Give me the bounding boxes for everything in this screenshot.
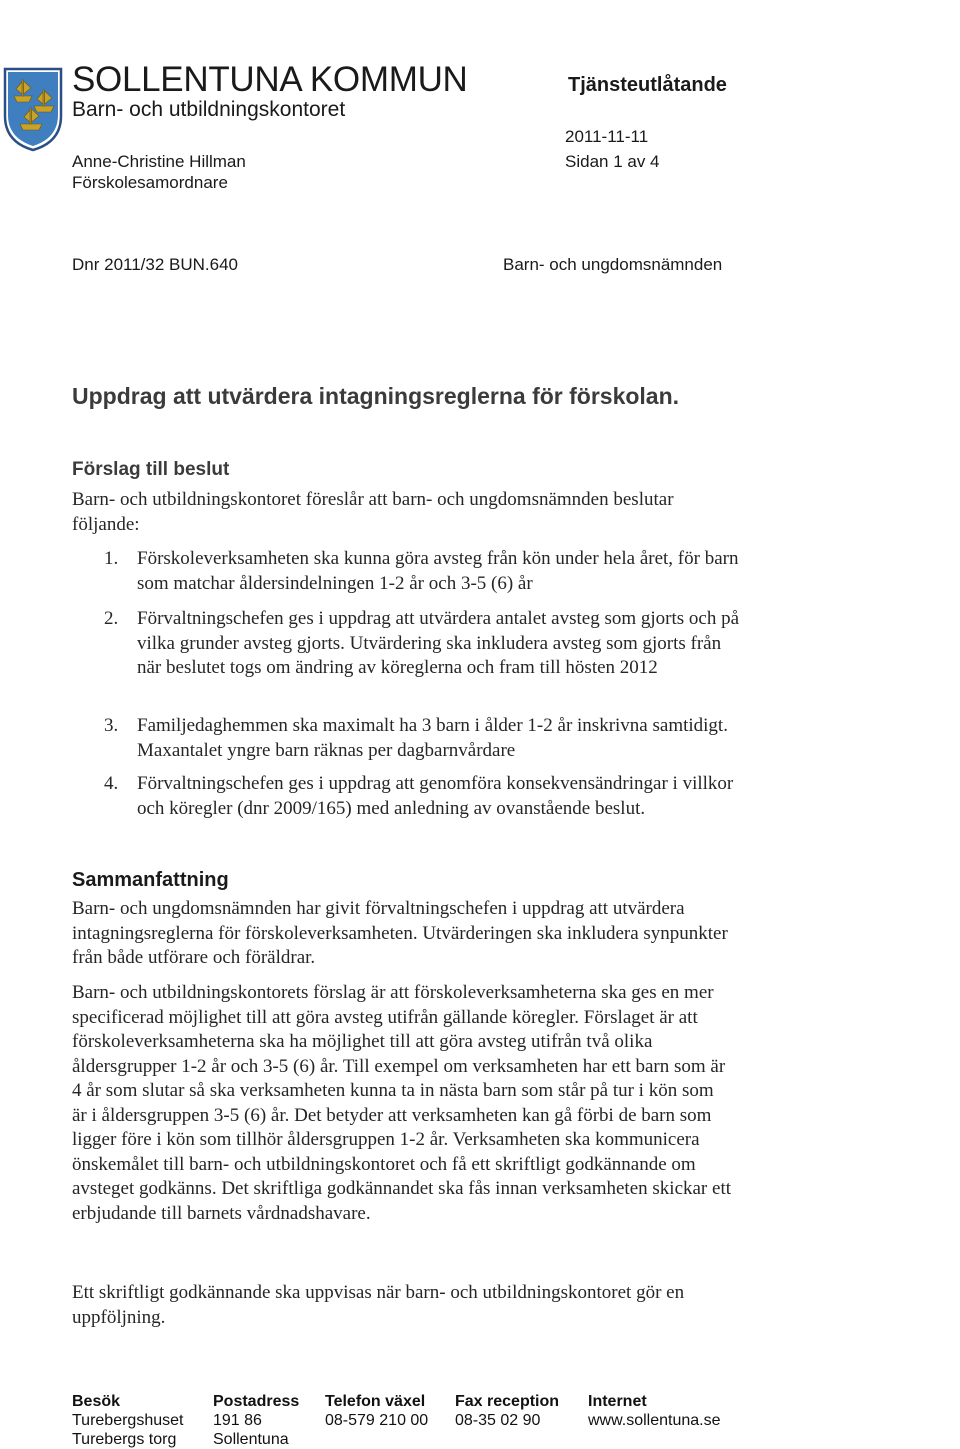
- document-type: Tjänsteutlåtande: [568, 74, 727, 96]
- footer-fax: [455, 1392, 559, 1430]
- footer-visit: [72, 1392, 183, 1449]
- footer-line: Sollentuna: [213, 1431, 289, 1448]
- footer-heading: Fax reception: [455, 1393, 560, 1410]
- footer-line: 191 86: [213, 1412, 262, 1429]
- item-number: 3.: [104, 715, 119, 736]
- footer-phone: [325, 1392, 428, 1430]
- footer-line: 08-579 210 00: [325, 1412, 429, 1429]
- footer-internet: [588, 1392, 721, 1430]
- recipient: Barn- och ungdomsnämnden: [503, 255, 723, 274]
- proposal-intro: Barn- och utbildningskontoret föreslår att barn- och ungdomsnämnden beslutar följande:: [72, 489, 674, 535]
- proposal-item: [104, 772, 744, 821]
- municipal-crest-logo: [2, 66, 64, 152]
- item-text: Förskoleverksamheten ska kunna göra avsteg från kön under hela året, för barn som matchar åldersindelningen 1-2 år och 3-5 (6) år: [137, 548, 739, 594]
- page-number: Sidan 1 av 4: [565, 152, 660, 171]
- footer-heading: Internet: [588, 1393, 647, 1410]
- item-number: 2.: [104, 608, 119, 629]
- proposal-item: [104, 607, 744, 681]
- document-date: 2011-11-11: [565, 127, 649, 146]
- proposal-item: [104, 547, 744, 596]
- footer-heading: Besök: [72, 1393, 121, 1410]
- item-number: 1.: [104, 548, 119, 569]
- proposal-item: [104, 714, 744, 763]
- item-text: Förvaltningschefen ges i uppdrag att genomföra konsekvensändringar i villkor och köregler (dnr 2009/165) med anledning av ovanstående beslut.: [137, 773, 734, 819]
- footer-website-link[interactable]: www.sollentuna.se: [588, 1412, 721, 1429]
- item-number: 4.: [104, 773, 119, 794]
- document-title: Uppdrag att utvärdera intagningsreglerna för förskolan.: [72, 383, 680, 409]
- proposal-heading: Förslag till beslut: [72, 459, 230, 480]
- author-name: Anne-Christine Hillman: [72, 152, 246, 171]
- footer-heading: Telefon växel: [325, 1393, 426, 1410]
- footer-line: Turebergs torg: [72, 1431, 177, 1448]
- author-role: Förskolesamordnare: [72, 173, 228, 192]
- item-text: Förvaltningschefen ges i uppdrag att utvärdera antalet avsteg som gjorts och på vilka grunder avsteg gjorts. Utvärdering ska inkludera avsteg som gjorts från när beslutet togs om ändring av köreglerna och fram till hösten 2012: [137, 608, 740, 678]
- department-name: Barn- och utbildningskontoret: [72, 98, 346, 121]
- summary-heading: Sammanfattning: [72, 869, 229, 891]
- footer-heading: Postadress: [213, 1393, 300, 1410]
- organization-name: SOLLENTUNA KOMMUN: [72, 60, 468, 99]
- summary-paragraph: Barn- och ungdomsnämnden har givit förvaltningschefen i uppdrag att utvärdera intagningsreglerna för förskoleverksamheten. Utvärderingen ska inkludera synpunkter från både utförare och föräldrar.: [72, 898, 728, 968]
- summary-paragraph: Barn- och utbildningskontorets förslag är att förskoleverksamheterna ska ges en mer specificerad möjlighet till att göra avsteg utifrån gällande köregler. Förslaget är att förskoleverksamheterna ska ha möjlighet till att göra avsteg utifrån två olika åldersgrupper 1-2 år och 3-5 (6) år. Till exempel om verksamheten har ett barn som är 4 år som slutar så ska verksamheten kunna ta in nästa barn som står på tur i kön som är i åldersgruppen 3-5 (6) år. Det betyder att verksamheten kan gå förbi de barn som ligger före i kön som tillhör åldersgruppen 1-2 år. Verksamheten ska kommunicera önskemålet till barn- och utbildningskontoret och få ett skriftligt godkännande om avsteget godkänns. Det skriftliga godkännandet ska fås innan verksamheten skickar ett erbjudande till barnets vårdnadshavare.: [72, 982, 731, 1224]
- footer-postal: [213, 1392, 299, 1449]
- footer-line: Turebergshuset: [72, 1412, 184, 1429]
- item-text: Familjedaghemmen ska maximalt ha 3 barn i ålder 1-2 år inskrivna samtidigt. Maxantalet yngre barn räknas per dagbarnvårdare: [137, 715, 728, 761]
- reference-number: Dnr 2011/32 BUN.640: [72, 255, 239, 274]
- footer-line: 08-35 02 90: [455, 1412, 541, 1429]
- summary-paragraph: Ett skriftligt godkännande ska uppvisas när barn- och utbildningskontoret gör en uppföljning.: [72, 1282, 685, 1328]
